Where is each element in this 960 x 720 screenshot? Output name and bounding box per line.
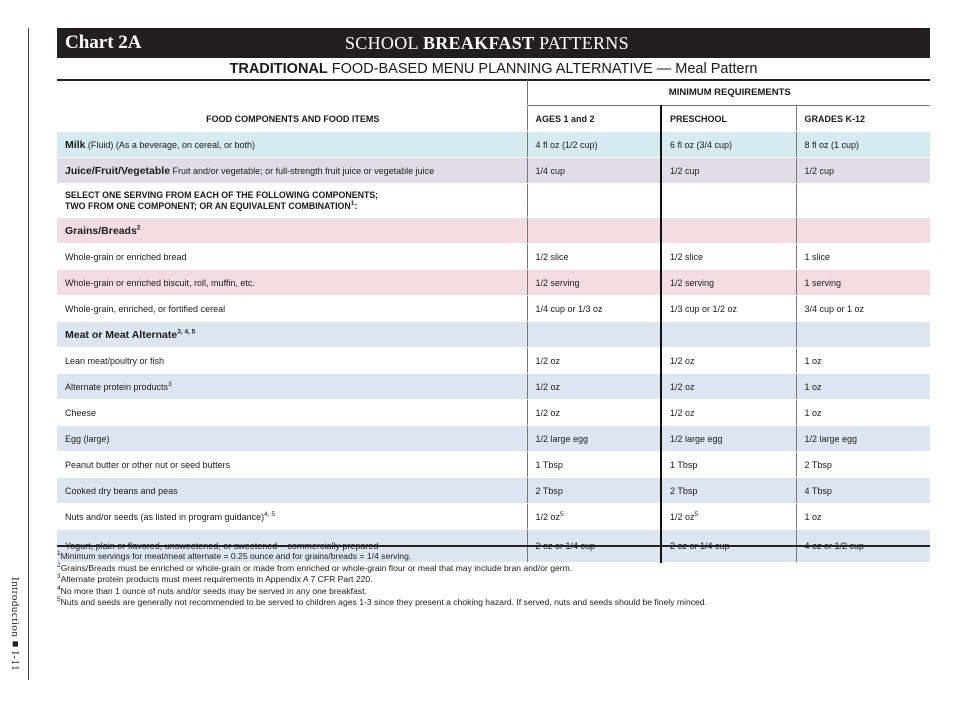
page-footer-label: Introduction ■ I-11 [9,577,21,671]
table-cell: 1/2 oz [527,374,661,400]
item-label: Egg (large) [57,426,527,452]
table-cell: 1 serving [796,270,930,296]
footnote: $^1$Minimum servings for meat/meat alternate = 0.25 ounce and for grains/breads = 1/4 serving. [57,550,412,561]
table-cell: 3/4 cup or 1 oz [796,296,930,322]
table-row [57,296,930,322]
item-label: Whole-grain or enriched biscuit, roll, muffin, etc. [57,270,527,296]
item-label: Lean meat/poultry or fish [57,348,527,374]
table-cell: 1/2 large egg [527,426,661,452]
milk-label: Milk [65,138,86,151]
table-cell: 1/2 serving [527,270,661,296]
table-cell: 1 oz [796,348,930,374]
serving-instructions: SELECT ONE SERVING FROM EACH OF THE FOLLOWING COMPONENTS; TWO FROM ONE COMPONENT; OR AN EQUIVALENT COMBINATION$^1$: [57,184,527,218]
table-row [57,478,930,504]
table-cell: 6 fl oz (3/4 cup) [661,132,796,158]
table-cell: 1/2 cup [661,158,796,184]
table-cell: 8 fl oz (1 cup) [796,132,930,158]
item-label: Whole-grain, enriched, or fortified cereal [57,296,527,322]
table-bottom-rule [57,545,930,547]
footnote: $^5$Nuts and seeds are generally not recommended to be served to children ages 1-3 since they present a choking hazard. If served, nuts and seeds should be finely minced. [57,596,707,607]
milk-row: Milk (Fluid) (As a beverage, on cereal, or both) 4 fl oz (1/2 cup) 6 fl oz (3/4 cup) 8 fl oz (1 cup) [57,132,930,158]
minimum-requirements-header: MINIMUM REQUIREMENTS [527,80,930,106]
table-cell: 1/2 cup [796,158,930,184]
table-cell: 1/2 $oz^5$ [527,504,661,530]
table-row [57,504,930,530]
table-cell: 1/2 oz [527,348,661,374]
table-row [57,400,930,426]
item-label: Alternate protein products$^3$ [57,374,527,400]
table-row [57,348,930,374]
footnote: $^3$Alternate protein products must meet requirements in Appendix A 7 CFR Part 220. [57,573,373,584]
table-cell: 1/2 serving [661,270,796,296]
item-label: Whole-grain or enriched bread [57,244,527,270]
table-cell: 1/2 oz [527,400,661,426]
meat-section-row [57,322,930,348]
table-row [57,270,930,296]
footnotes [57,551,930,609]
chart-label: Chart 2A [65,32,142,53]
table-cell: 1/2 slice [527,244,661,270]
item-label: Peanut butter or other nut or seed butters [57,452,527,478]
table-cell: 1/2 large egg [661,426,796,452]
chart-header-bar [57,28,930,58]
table-cell: 1 oz [796,374,930,400]
table-cell: 1/2 oz [661,374,796,400]
grains-label: Grains/Breads$^2$ [57,218,527,244]
table-cell: 1 oz [796,504,930,530]
table-top-row [57,80,930,106]
table-cell: 2 Tbsp [527,478,661,504]
juice-label: Juice/Fruit/Vegetable [65,164,171,177]
table-cell: 1/4 cup or 1/3 oz [527,296,661,322]
table-cell: 1/2 slice [661,244,796,270]
table-row [57,244,930,270]
table-row [57,452,930,478]
table-cell: 1 Tbsp [527,452,661,478]
table-header-row [57,106,930,132]
table-cell: 2 Tbsp [661,478,796,504]
item-label: Cooked dry beans and peas [57,478,527,504]
instructions-row [57,184,930,218]
table-cell: 1/2 large egg [796,426,930,452]
table-cell: 1 slice [796,244,930,270]
table-cell: 4 Tbsp [796,478,930,504]
grains-section-row [57,218,930,244]
table-cell: 1 Tbsp [661,452,796,478]
meal-pattern-table [57,80,930,563]
table-cell: 1/2 $oz^5$ [661,504,796,530]
table-cell: 1/4 cup [527,158,661,184]
table-row [57,426,930,452]
table-cell: 2 Tbsp [796,452,930,478]
table-cell: 1/2 oz [661,400,796,426]
meat-label: Meat or Meat Alternate$^{3, 4, 5}$ [57,322,527,348]
header-ages-1-2: AGES 1 and 2 [527,106,661,132]
header-food-components: FOOD COMPONENTS AND FOOD ITEMS [57,106,527,132]
table-row [57,374,930,400]
header-grades: GRADES K-12 [796,106,930,132]
chart-subtitle: TRADITIONAL FOOD-BASED MENU PLANNING ALTERNATIVE — Meal Pattern [229,61,758,77]
item-label: Nuts and/or seeds (as listed in program guidance)$^{4, 5}$ [57,504,527,530]
table-cell: 1/2 oz [661,348,796,374]
table-cell: 1/3 cup or 1/2 oz [661,296,796,322]
footnote: $^2$Grains/Breads must be enriched or whole-grain or made from enriched or whole-grain flour or meal that may include bran and/or germ. [57,561,573,573]
juice-row: Juice/Fruit/Vegetable Fruit and/or vegetable; or full-strength fruit juice or vegetable juice 1/4 cup 1/2 cup 1/2 cup [57,158,930,184]
margin-rule [28,28,29,680]
table-cell: 4 fl oz (1/2 cup) [527,132,661,158]
chart-title: SCHOOL BREAKFAST PATTERNS [345,33,629,53]
item-label: Cheese [57,400,527,426]
header-preschool: PRESCHOOL [661,106,796,132]
footnote: $^4$No more than 1 ounce of nuts and/or seeds may be served in any one breakfast. [57,584,367,596]
table-cell: 1 oz [796,400,930,426]
